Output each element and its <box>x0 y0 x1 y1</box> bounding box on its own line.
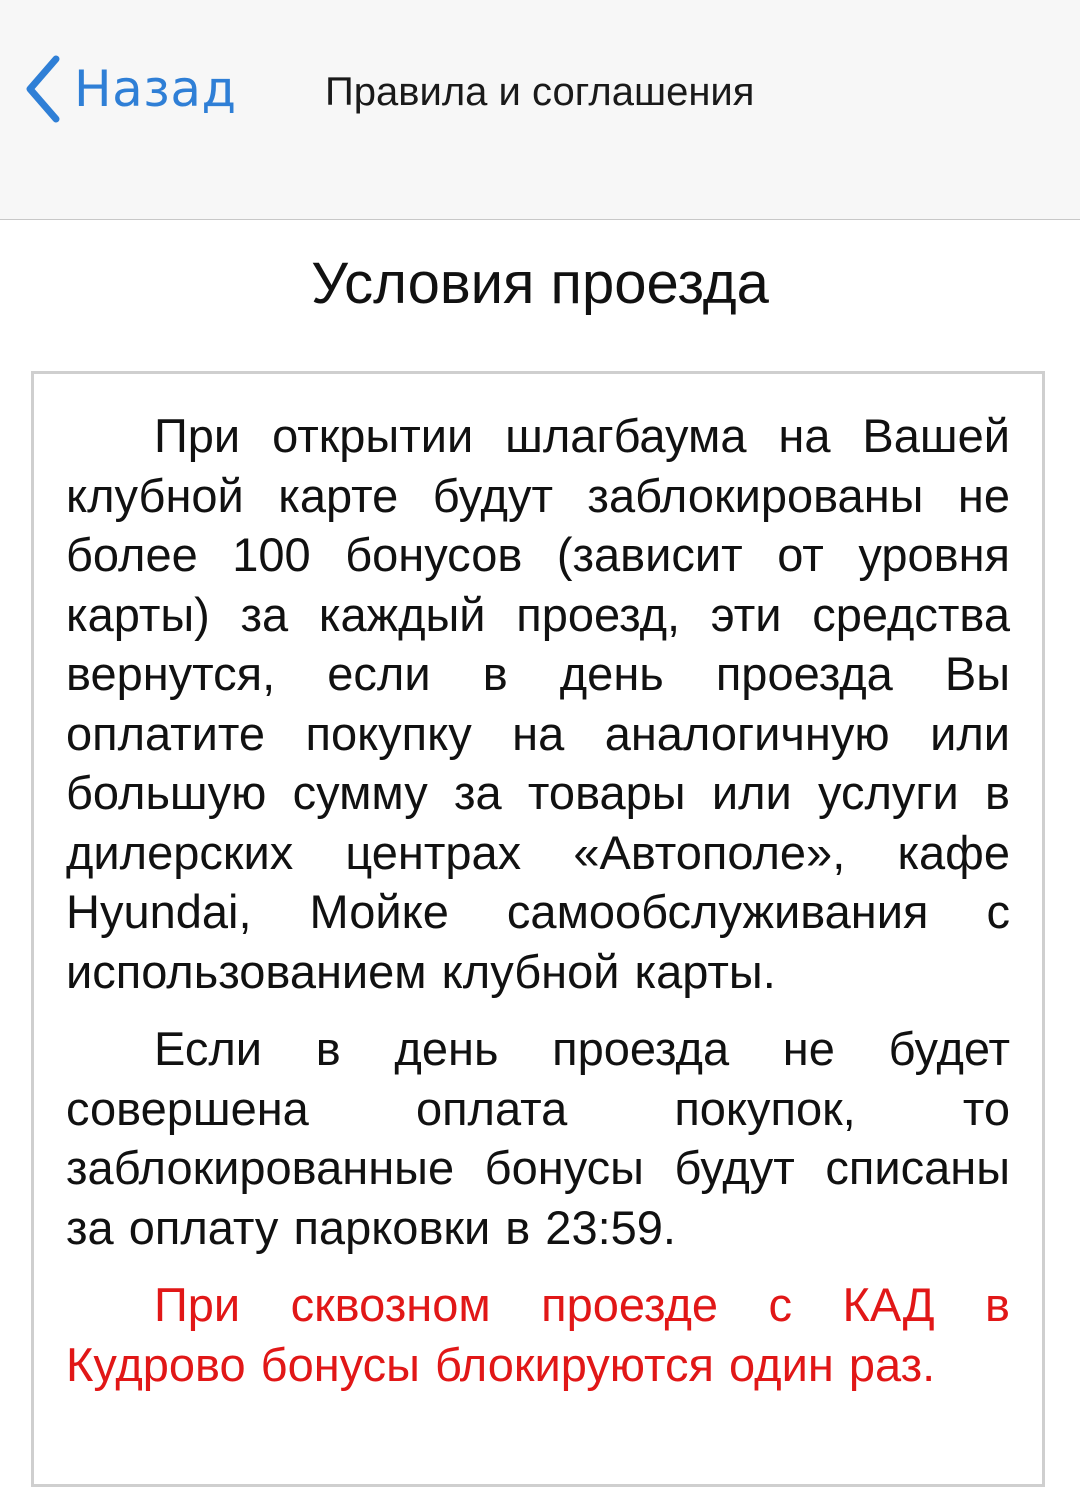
section-title: Условия проезда <box>311 251 769 316</box>
terms-warning-paragraph: При сквозном проезде с КАД в Кудрово бонусы блокируются один раз. <box>66 1278 1010 1391</box>
terms-paragraph: При открытии шлагбаума на Вашей клубной карте будут заблокированы не более 100 бонусов (зависит от уровня карты) за каждый проезд, эти средства вернутся, если в день проезда Вы оплатите покупку на аналогичную или большую сумму за товары или услуги в дилерских центрах «Автополе», кафе Hyundai, Мойке самообслуживания с использованием клубной карты. <box>66 409 1010 998</box>
back-label: Назад <box>74 60 237 118</box>
navigation-bar <box>0 0 1080 220</box>
terms-paragraph: Если в день проезда не будет совершена оплата покупок, то заблокированные бонусы будут списаны за оплату парковки в 23:59. <box>66 1022 1010 1254</box>
page-title: Правила и соглашения <box>325 70 755 114</box>
back-button[interactable] <box>22 52 237 126</box>
terms-content-box <box>31 371 1045 1487</box>
chevron-left-icon <box>22 53 64 125</box>
